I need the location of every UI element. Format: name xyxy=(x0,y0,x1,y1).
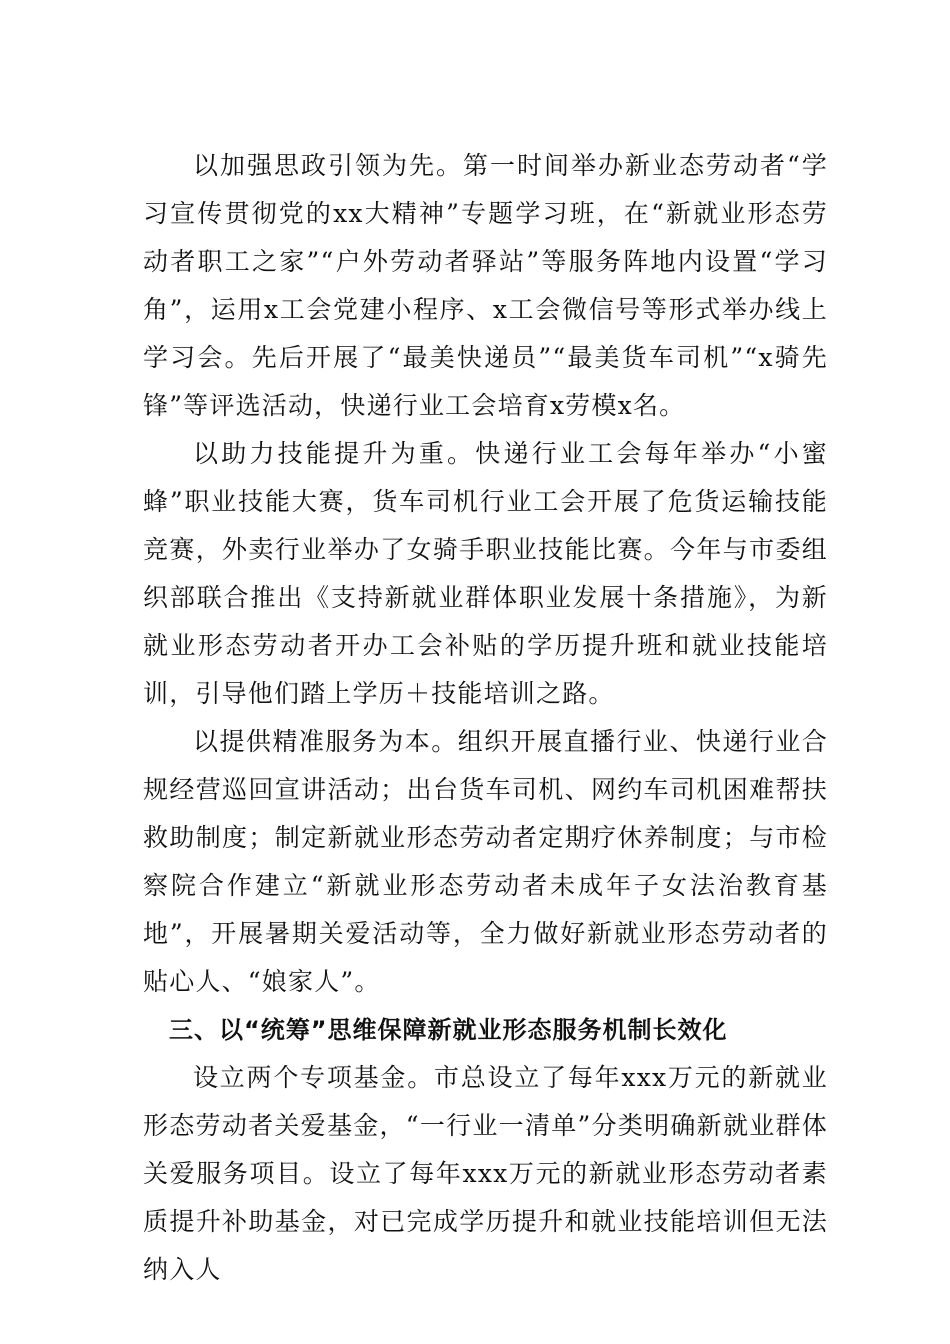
paragraph-skills-improvement: 以助力技能提升为重。快递行业工会每年举办“小蜜蜂”职业技能大赛，货车司机行业工会开展了危货运输技能竞赛，外卖行业举办了女骑手职业技能比赛。今年与市委组织部联合推出《支持新就业群体职业发展十条措施》，为新就业形态劳动者开办工会补贴的学历提升班和就业技能培训，引导他们踏上学历＋技能培训之路。 xyxy=(143,439,828,708)
paragraph-ideology-guidance: 以加强思政引领为先。第一时间举办新业态劳动者“学习宣传贯彻党的xx大精神”专题学习班，在“新就业形态劳动者职工之家”“户外劳动者驿站”等服务阵地内设置“学习角”，运用x工会党建小程序、x工会微信号等形式举办线上学习会。先后开展了“最美快递员”“最美货车司机”“x骑先锋”等评选活动，快递行业工会培育x劳模x名。 xyxy=(143,151,828,420)
section-heading-three: 三、以“统筹”思维保障新就业形态服务机制长效化 xyxy=(169,1016,728,1044)
paragraph-precise-services: 以提供精准服务为本。组织开展直播行业、快递行业合规经营巡回宣讲活动；出台货车司机、网约车司机困难帮扶救助制度；制定新就业形态劳动者定期疗休养制度；与市检察院合作建立“新就业形态劳动者未成年子女法治教育基地”，开展暑期关爱活动等，全力做好新就业形态劳动者的贴心人、“娘家人”。 xyxy=(143,727,828,996)
paragraph-special-funds: 设立两个专项基金。市总设立了每年xxx万元的新就业形态劳动者关爱基金，“一行业一清单”分类明确新就业群体关爱服务项目。设立了每年xxx万元的新就业形态劳动者素质提升补助基金，对已完成学历提升和就业技能培训但无法纳入人 xyxy=(143,1063,828,1284)
